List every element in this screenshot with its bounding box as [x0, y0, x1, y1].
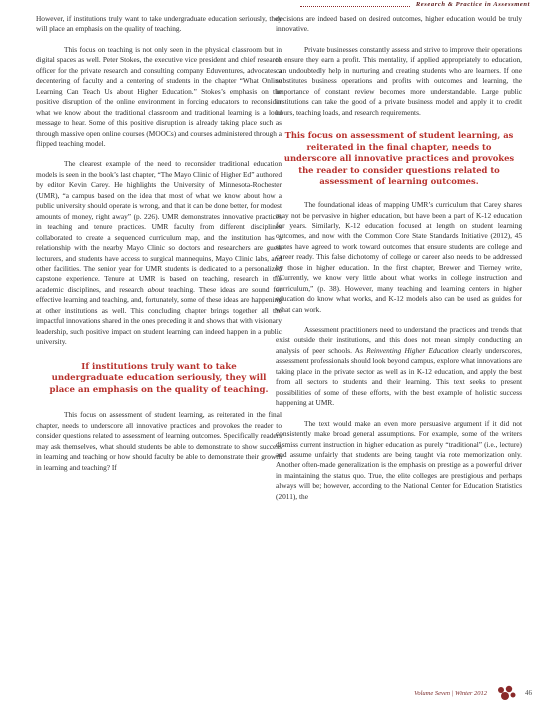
left-paragraph-1: However, if institutions truly want to take undergraduate education seriously, they will place an emphasis on the quality of teaching. [36, 14, 282, 34]
right-paragraph-2: Private businesses constantly assess and strive to improve their operations to ensure they earn a profit. This mentality, if applied appropriately to education, can undoubtedly help in nurturing and creating students who are learners. If one substitutes business operations and profits with outcomes and learning, the importance of constant review becomes more understandable. Large public institutions can take the good of a private business model and apply it to credit hours, teaching loads, and research requirements. [276, 44, 522, 117]
book-title-emphasis: Reinventing Higher Education [366, 345, 459, 355]
left-paragraph-2: This focus on teaching is not only seen in the physical classroom but in digital spaces as well. Peter Stokes, the executive vice president and chief research officer for the private research and consulting company Eduventures, advocates a decentering of faculty and a centering of students in the chapter “What Online Learning Can Teach Us about Higher Education.” Stokes’s emphasis on the positive disruption of the online environment in forcing educators to reconsider what we know about the traditional classroom and traditional learning is a loud message to hear. Some of this positive disruption is already taking place such as through massive open online courses (MOOCs) and courses administered through a flipped teaching model. [36, 44, 282, 148]
right-paragraph-4-text: Assessment practitioners need to understand the practices and trends that exist outside their institutions, and this does not mean simply conducting an analysis of peer schools. As [276, 325, 522, 355]
right-paragraph-3: The foundational ideas of mapping UMR’s curriculum that Carey shares may not be pervasive in higher education, but have been a part of K-12 education for years. Similarly, K-12 education focused at length on student learning outcomes, and now with the Common Core State Standards Initiative (2012), 45 states have agreed to work toward outcomes that ensure students are college and career ready. This false dichotomy of college or career also needs to be addressed by those in higher education. In the first chapter, Brewer and Tierney write, “Currently, we know very little about what works in college instruction and curriculum,” (p. 38). However, many teaching and learning centers in higher education do know what works, and K-12 models also can be used as guides for what can work. [276, 200, 522, 314]
left-paragraph-3 [36, 159, 282, 347]
header-rule [300, 6, 410, 7]
left-pullquote: If institutions truly want to take undergraduate education seriously, they will place an emphasis on the quality of teaching. [49, 361, 269, 395]
running-head: Research & Practice in Assessment [415, 1, 530, 8]
left-paragraph-3-end: teaching. These ideas are sound for effective learning and teaching, and, fortunately, some of these ideas are happening at other institutions as well. This concluding chapter brings together all the impactful innovations shared in the ones preceding it and shows that with visionary leadership, such positive impact on student learning can indeed happen in a public university. [36, 284, 282, 347]
right-paragraph-4-end: clearly underscores, assessment professionals should look beyond campus, explore what innovations are taking place in the private sector as well as in K-12 education, and apply the best from all sectors to students and their learning. This text seeks to present possibilities of some of these efforts, with the best example of holistic success happening at UMR. [276, 345, 523, 408]
right-pullquote: This focus on assessment of student learning, as reiterated in the final chapter, needs to underscore all innovative practices and provokes the reader to consider questions related to assessment of learning outcomes. [283, 130, 515, 187]
rpa-logo-icon [495, 685, 517, 701]
right-paragraph-5: The text would make an even more persuasive argument if it did not consistently make broad general assumptions. For example, some of the writers dismiss current instruction in higher education as purely “traditional” (i.e., lecture) and assume unfairly that students are being taught via rote memorization only. Another often-made generalization is the emphasis on prestige as a powerful driver in maintaining the status quo. True, the elite colleges are prestigious and perhaps always will be; however, according to the National Center for Education Statistics (2011), the [276, 418, 522, 501]
left-paragraph-3-text: The clearest example of the need to reconsider traditional education models is seen in the book’s last chapter, “The Mayo Clinic of Higher Ed” authored by editor Kevin Carey. He highlights the University of Minnesota-Rochester (UMR), “a campus based on the idea that most of what we know about how a public university should operate is wrong, and that it can be done better, for modest amounts of money, right away” (p. 226). UMR demonstrates innovative practices in teaching and tenure practices. UMR faculty from different disciplines collaborated to create a sequenced curriculum map, and the institution has a relationship with the nearby Mayo Clinic so doctors and researchers are guest lecturers, and students have access to surgical mannequins, Mayo Clinic labs, and other facilities. The senior year for UMR students is dedicated to a personalized capstone experience. Tenure at UMR is based on teaching, research in the academic disciplines, and research [36, 159, 282, 294]
issue-label: Volume Seven | Winter 2012 [414, 689, 487, 697]
left-paragraph-4: This focus on assessment of student learning, as reiterated in the final chapter, needs to underscore all innovative practices and provokes the reader to consider questions related to assessment of learning outcomes. Specifically readers may ask themselves, what should students be able to demonstrate to show success in learning and teaching or how should faculty be able to demonstrate their growth in learning and teaching? If [36, 410, 282, 472]
rpa-logo [495, 685, 517, 701]
page-footer [414, 685, 532, 701]
left-paragraph-3-emphasis: about [147, 284, 165, 294]
right-column [276, 14, 522, 502]
left-column [36, 14, 282, 473]
right-paragraph-4 [276, 325, 522, 409]
right-paragraph-1: decisions are indeed based on desired outcomes, higher education would be truly innovative. [276, 14, 522, 34]
page-number: 46 [525, 689, 532, 697]
